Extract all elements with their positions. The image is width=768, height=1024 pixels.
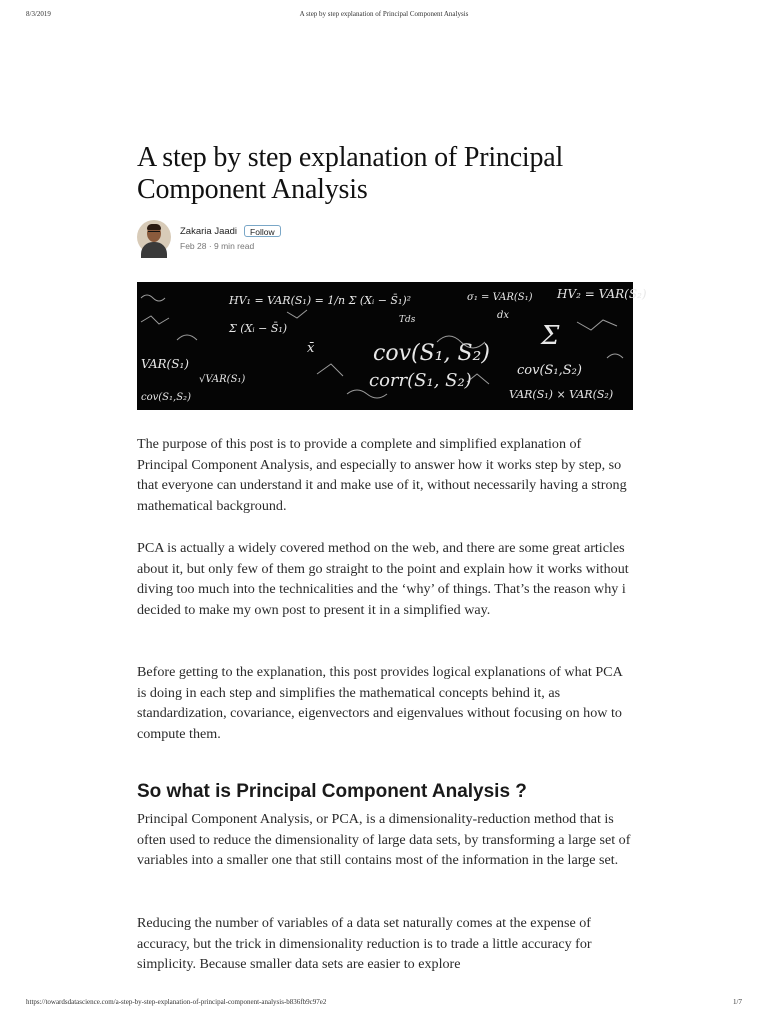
formula-7: VAR(S₁) × VAR(S₂): [509, 388, 614, 401]
intro-paragraph-3-wrap: [137, 662, 633, 745]
intro-paragraph-2-wrap: [137, 538, 633, 621]
section-paragraph-2: Reducing the number of variables of a data set naturally comes at the expense of accuracy, but the trick in dimensionality reduction is to trade a little accuracy for simplicity. Because smaller data sets are easier to explore: [137, 915, 592, 973]
intro-paragraph-1-wrap: [137, 434, 633, 517]
hero-image-formulas: [137, 282, 647, 410]
print-url: https://towardsdatascience.com/a-step-by-step-explanation-of-principal-component-analysis-b836fb9c97e2: [26, 998, 327, 1006]
print-date: 8/3/2019: [26, 10, 51, 18]
print-page-number: 1/7: [733, 998, 742, 1006]
formula-2: HV₂ = VAR(S₂): [557, 287, 647, 301]
author-meta: [180, 224, 281, 251]
section-paragraph-1-wrap: [137, 809, 633, 871]
formula-3: cov(S₁, S₂): [373, 341, 490, 366]
article-title: A step by step explanation of Principal Component Analysis: [137, 142, 564, 205]
section-paragraph-1: Principal Component Analysis, or PCA, is a dimensionality-reduction method that is often used to reduce the dimensionality of large data sets, by transforming a large set of variables into a smaller one that still contains most of the information in the large set.: [137, 811, 631, 869]
formula-13: x̄: [307, 341, 315, 356]
formula-8: Σ (Xᵢ − S̄₁): [229, 322, 288, 335]
author-name[interactable]: Zakaria Jaadi: [180, 225, 238, 237]
section-heading: So what is Principal Component Analysis ?: [137, 781, 527, 802]
author-block: [137, 220, 633, 254]
formula-10: √VAR(S₁): [199, 374, 246, 385]
print-footer: [26, 998, 742, 1012]
author-avatar[interactable]: [137, 220, 171, 254]
formula-1: σ₁ = VAR(S₁): [467, 292, 533, 303]
article-header: [137, 142, 633, 254]
formula-0: HV₁ = VAR(S₁) = 1/n Σ (Xᵢ − S̄₁)²: [229, 294, 412, 307]
formula-14: Σ: [541, 321, 560, 351]
intro-paragraph-1: The purpose of this post is to provide a complete and simplified explanation of Principal Component Analysis, and especially to answer how it works step by step, so that everyone can understand it and make use of it, without necessarily having a strong mathematical background.: [137, 436, 627, 515]
formula-11: Tds: [399, 315, 416, 325]
section-paragraph-2-wrap: [137, 913, 633, 975]
formula-12: dx: [497, 310, 510, 321]
formula-5: corr(S₁, S₂): [369, 370, 472, 391]
formula-4: VAR(S₁): [141, 357, 189, 371]
print-page-title: A step by step explanation of Principal Component Analysis: [299, 10, 469, 18]
formula-9: cov(S₁,S₂): [141, 392, 191, 403]
intro-paragraph-2: PCA is actually a widely covered method on the web, and there are some great articles about it, but only few of them go straight to the point and explain how it works without diving too much into the technicalities and the ‘why’ of things. That’s the reason why i decided to make my own post to present it in a simplified way.: [137, 540, 629, 619]
section-heading-wrap: [137, 780, 633, 804]
post-date-readtime: Feb 28 · 9 min read: [180, 240, 255, 251]
print-header: [26, 10, 742, 24]
chalkboard-formulas: [137, 282, 647, 410]
intro-paragraph-3: Before getting to the explanation, this post provides logical explanations of what PCA is doing in each step and simplifies the mathematical concepts behind it, as standardization, covariance, eigenvectors and eigenvalues without focusing on how to compute them.: [137, 664, 622, 743]
formula-6: cov(S₁,S₂): [517, 363, 582, 378]
follow-button[interactable]: Follow: [244, 225, 281, 237]
